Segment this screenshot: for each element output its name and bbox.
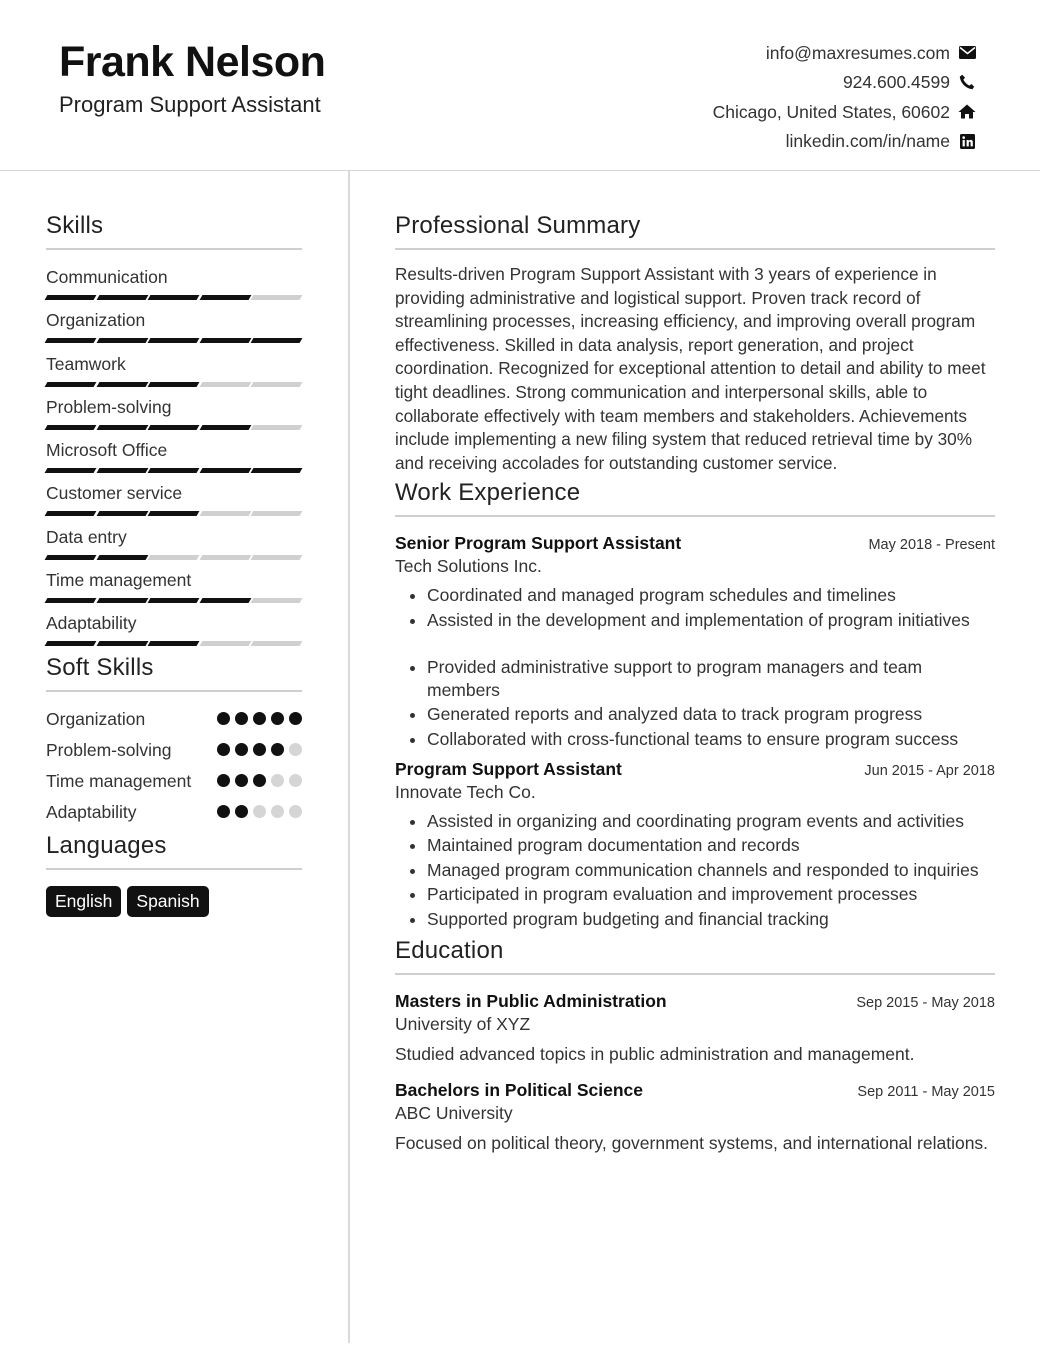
job-title: Program Support Assistant [395, 758, 622, 779]
skill-level-segment [148, 598, 199, 603]
soft-skill-name: Adaptability [46, 801, 137, 822]
rating-dot [217, 774, 230, 787]
skill-item [46, 526, 302, 569]
job-bullet: • Maintained program documentation and records [427, 834, 995, 857]
job-bullet: • Assisted in the development and implementation of program initiatives [427, 609, 995, 632]
skill-level-segment [199, 511, 250, 516]
skill-name: Communication [46, 267, 168, 287]
right-column [395, 212, 995, 1169]
skill-level-bar [46, 555, 302, 560]
skill-level-segment [251, 338, 302, 343]
education-heading: Education [395, 937, 995, 975]
skill-name: Problem-solving [46, 396, 172, 417]
skill-name: Organization [46, 310, 146, 331]
skill-item [46, 396, 302, 439]
skill-level-segment [199, 425, 250, 430]
soft-skills-list [46, 708, 302, 824]
column-divider [348, 171, 350, 1343]
skill-level-segment [199, 338, 250, 343]
job-title: Senior Program Support Assistant [395, 533, 682, 554]
skill-level-segment [251, 382, 302, 387]
skill-level-segment [45, 468, 96, 473]
degree-name: Masters in Public Administration [395, 990, 667, 1011]
contact-info [713, 38, 976, 156]
skill-level-segment [45, 511, 96, 516]
rating-dot [253, 774, 266, 787]
skills-list [46, 266, 302, 656]
job-bullet: • Collaborated with cross-functional teams to ensure program success [427, 728, 995, 751]
soft-skill-rating [217, 770, 302, 787]
skill-level-bar [46, 295, 302, 300]
envelope-icon [958, 44, 976, 62]
skill-level-segment [148, 468, 199, 473]
skill-level-segment [96, 338, 147, 343]
experience-list [395, 533, 995, 931]
rating-dot [253, 712, 266, 725]
skills-heading: Skills [46, 212, 302, 250]
skill-item [46, 569, 302, 612]
education-entry [395, 991, 995, 1066]
skill-name: Data entry [46, 526, 127, 547]
soft-skill-item [46, 739, 302, 762]
education-dates: Sep 2011 - May 2015 [857, 1083, 995, 1100]
contact-email-text[interactable]: info@maxresumes.com [765, 42, 950, 63]
skill-level-segment [199, 641, 250, 646]
skill-item [46, 439, 302, 482]
contact-linkedin-text[interactable]: linkedin.com/in/name [785, 131, 950, 152]
job-bullet: • Managed program communication channels and responded to inquiries [427, 859, 995, 882]
contact-location-text: Chicago, United States, 60602 [712, 101, 950, 122]
rating-dot [271, 743, 284, 756]
skill-level-segment [199, 468, 250, 473]
skill-level-segment [148, 425, 199, 430]
rating-dot [271, 712, 284, 725]
skill-level-segment [45, 598, 96, 603]
contact-location [713, 97, 976, 127]
contact-phone-text[interactable]: 924.600.4599 [842, 72, 950, 93]
skill-level-segment [96, 295, 147, 300]
rating-dot [253, 743, 266, 756]
skill-item [46, 482, 302, 525]
skill-level-segment [96, 425, 147, 430]
skill-level-segment [251, 425, 302, 430]
rating-dot [217, 805, 230, 818]
skill-level-bar [46, 511, 302, 516]
home-icon [958, 103, 976, 121]
skill-level-segment [251, 598, 302, 603]
job-dates: Jun 2015 - Apr 2018 [864, 762, 995, 779]
skill-item [46, 266, 302, 309]
rating-dot [235, 712, 248, 725]
skill-level-segment [251, 511, 302, 516]
skill-level-segment [251, 295, 302, 300]
resume-header [0, 0, 1040, 171]
skill-level-segment [45, 295, 96, 300]
left-column [46, 212, 302, 917]
education-header [395, 991, 995, 1012]
skill-level-segment [251, 555, 302, 560]
skill-level-segment [199, 598, 250, 603]
rating-dot [217, 743, 230, 756]
job-bullet: • Generated reports and analyzed data to track program progress [427, 703, 995, 726]
job-bullet: • Assisted in organizing and coordinating program events and activities [427, 810, 995, 833]
skill-level-bar [46, 641, 302, 646]
skill-level-segment [148, 511, 199, 516]
rating-dot [235, 743, 248, 756]
summary-heading: Professional Summary [395, 212, 995, 250]
skill-level-segment [45, 641, 96, 646]
soft-skill-name: Organization [46, 708, 146, 729]
rating-dot [235, 774, 248, 787]
soft-skill-item [46, 801, 302, 824]
skill-level-segment [96, 641, 147, 646]
candidate-title: Program Support Assistant [59, 92, 321, 117]
rating-dot [289, 805, 302, 818]
job-bullet: • Provided administrative support to program managers and team members [427, 656, 995, 702]
skill-level-segment [96, 468, 147, 473]
education-entry [395, 1080, 995, 1155]
school-name: University of XYZ [395, 1013, 531, 1034]
skill-level-segment [199, 295, 250, 300]
candidate-name: Frank Nelson [59, 38, 326, 86]
rating-dot [253, 805, 266, 818]
job-entry [395, 533, 995, 751]
skill-level-segment [96, 555, 147, 560]
languages-list [46, 886, 302, 917]
skill-level-segment [148, 382, 199, 387]
skill-name: Teamwork [46, 353, 126, 374]
rating-dot [289, 774, 302, 787]
contact-email[interactable] [713, 38, 976, 68]
education-description: Focused on political theory, government systems, and international relations. [395, 1132, 989, 1153]
rating-dot [217, 712, 230, 725]
education-dates: Sep 2015 - May 2018 [856, 994, 995, 1011]
skill-level-segment [148, 555, 199, 560]
soft-skills-heading: Soft Skills [46, 654, 302, 692]
education-list [395, 991, 995, 1155]
job-header [395, 533, 995, 554]
skill-level-bar [46, 598, 302, 603]
education-description: Studied advanced topics in public administration and management. [395, 1043, 915, 1064]
job-header [395, 759, 995, 780]
school-name: ABC University [395, 1102, 513, 1123]
job-bullet: • Participated in program evaluation and improvement processes [427, 883, 995, 906]
soft-skill-item [46, 708, 302, 731]
education-header [395, 1080, 995, 1101]
skill-name: Adaptability [46, 613, 137, 634]
skill-level-segment [199, 382, 250, 387]
contact-phone[interactable] [713, 68, 976, 98]
skill-name: Customer service [46, 483, 183, 504]
skill-level-segment [148, 295, 199, 300]
soft-skill-rating [217, 708, 302, 725]
summary-text: Results-driven Program Support Assistant with 3 years of experience in providing administrative and logistical support. Proven track record of streamlining processes, increasing efficiency, and improving overall program effectiveness. Skilled in data analysis, report generation, and project coordination. Recognized for exceptional attention to detail and ability to meet tight deadlines. Strong communication and interpersonal skills, able to collaborate effectively with team members and stakeholders. Achievements include implementing a new filing system that reduced retrieval time by 30% and receiving accolades for outstanding customer service. [395, 264, 986, 473]
soft-skill-item [46, 770, 302, 793]
job-dates: May 2018 - Present [868, 537, 995, 554]
job-bullet: • Coordinated and managed program schedules and timelines [427, 584, 995, 607]
job-bullets [395, 584, 995, 751]
skill-level-segment [96, 598, 147, 603]
contact-linkedin[interactable] [713, 127, 976, 157]
skill-level-segment [45, 338, 96, 343]
skill-level-segment [45, 555, 96, 560]
skill-name: Microsoft Office [46, 440, 168, 461]
experience-heading: Work Experience [395, 479, 995, 517]
rating-dot [235, 805, 248, 818]
language-badge: Spanish [127, 886, 208, 917]
skill-level-bar [46, 425, 302, 430]
soft-skill-name: Time management [46, 770, 192, 791]
soft-skill-rating [217, 801, 302, 818]
language-badge: English [46, 886, 121, 917]
rating-dot [289, 712, 302, 725]
rating-dot [271, 805, 284, 818]
rating-dot [271, 774, 284, 787]
skill-level-segment [251, 468, 302, 473]
skill-name: Time management [46, 570, 192, 591]
skill-level-segment [199, 555, 250, 560]
job-bullet: • Supported program budgeting and financial tracking [427, 908, 995, 931]
phone-icon [958, 73, 976, 91]
skill-level-segment [148, 338, 199, 343]
job-entry [395, 759, 995, 931]
languages-heading: Languages [46, 832, 302, 870]
skill-item [46, 309, 302, 352]
skill-level-segment [96, 382, 147, 387]
soft-skill-name: Problem-solving [46, 739, 172, 760]
skill-level-segment [45, 425, 96, 430]
skill-level-segment [96, 511, 147, 516]
skill-level-bar [46, 468, 302, 473]
skill-item [46, 353, 302, 396]
skill-item [46, 612, 302, 655]
skill-level-segment [251, 641, 302, 646]
company-name: Innovate Tech Co. [395, 781, 536, 802]
linkedin-icon [958, 132, 976, 150]
soft-skill-rating [217, 739, 302, 756]
job-bullets [395, 810, 995, 931]
rating-dot [289, 743, 302, 756]
skill-level-segment [148, 641, 199, 646]
skill-level-bar [46, 382, 302, 387]
skill-level-bar [46, 338, 302, 343]
degree-name: Bachelors in Political Science [395, 1079, 644, 1100]
company-name: Tech Solutions Inc. [395, 556, 542, 577]
skill-level-segment [45, 382, 96, 387]
